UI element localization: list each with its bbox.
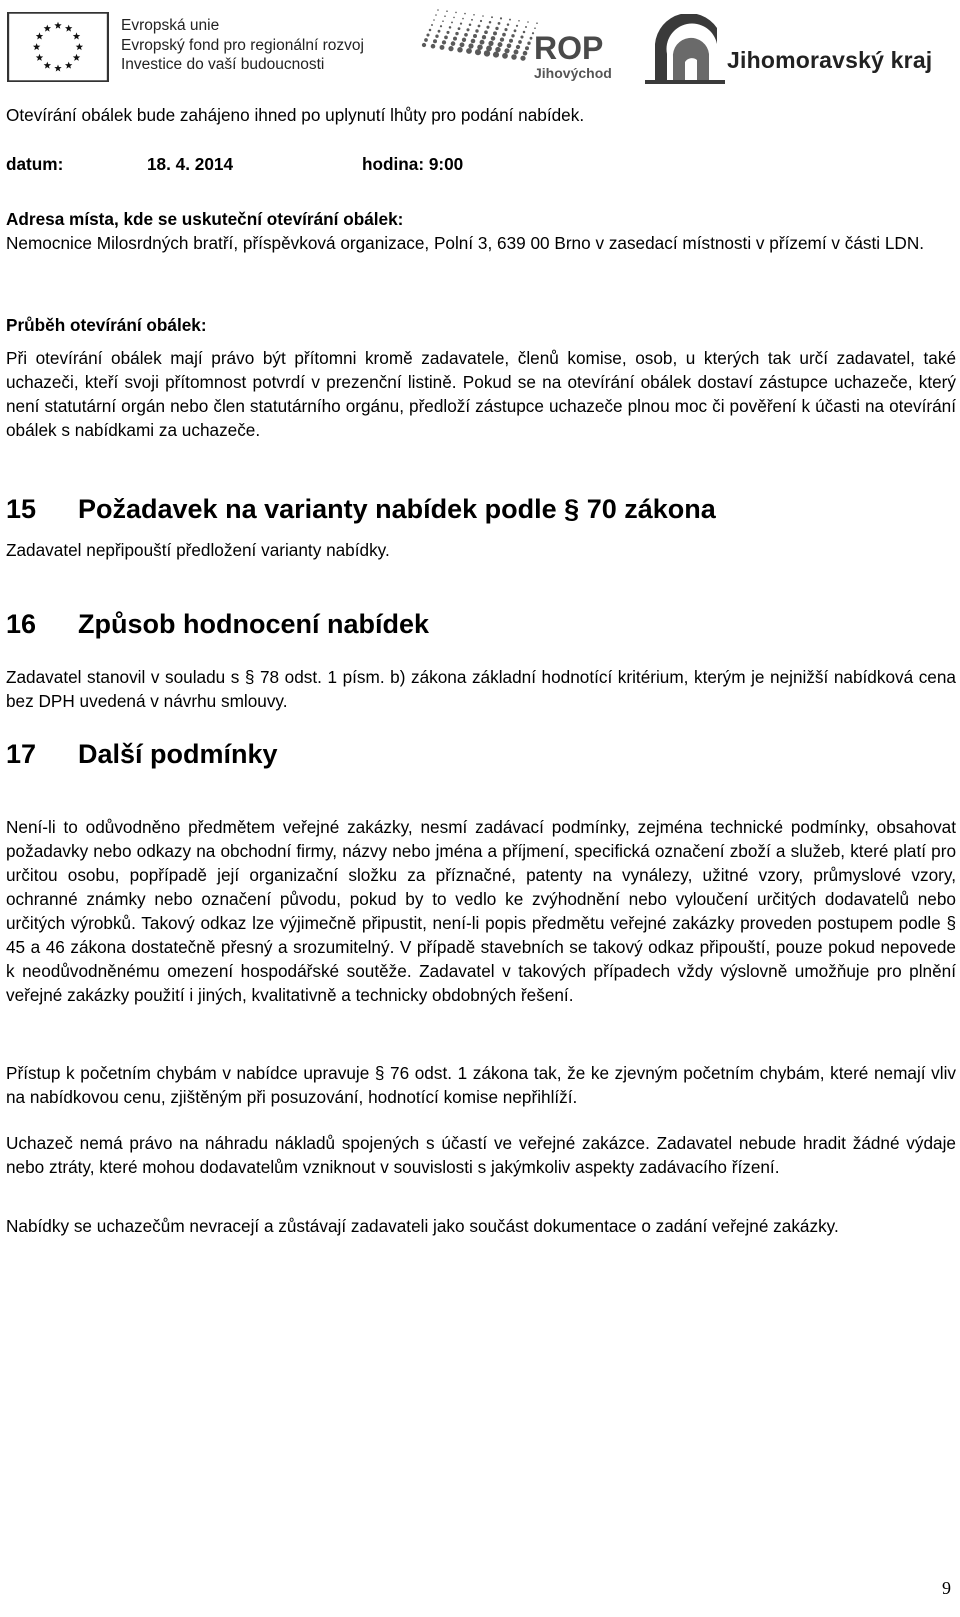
section-17-paragraph-1: Není-li to odůvodněno předmětem veřejné zakázky, nesmí zadávací podmínky, zejména technické podmínky, obsahovat požadavky nebo odkazy na obchodní firmy, názvy nebo jména a příjmení, specifická označení zboží a služeb, které platí pro určitou osobu, popřípadě její organizační složku za příznačné, patenty na vynálezy, užitné vzory, průmyslové vzory, ochranné známky nebo označení původu, pokud by to vedlo ke zvýhodnění nebo vyloučení určitých dodavatelů nebo určitých výrobků. Takový odkaz lze výjimečně připustit, není-li popis předmětu veřejné zakázky proveden postupem podle § 45 a 46 zákona dostatečně přesný a srozumitelný. V případě stavebních se takový odkaz připouští, pouze pokud nepovede k neodůvodněnému omezení hospodářské soutěže. Zadavatel v takových případech vždy výslovně umožňuje pro plnění veřejné zakázky použití i jiných, kvalitativně a technicky obdobných řešení. bbox=[6, 817, 956, 1005]
section-title: Požadavek na varianty nabídek podle § 70 zákona bbox=[78, 494, 716, 524]
rop-dot-icon bbox=[484, 30, 488, 34]
rop-dot-icon bbox=[511, 54, 517, 60]
rop-dot-icon bbox=[451, 21, 453, 23]
rop-dot-icon bbox=[491, 16, 493, 18]
process-label: Průběh otevírání obálek: bbox=[6, 315, 207, 335]
rop-dot-icon bbox=[495, 27, 498, 30]
rop-dot-icon bbox=[514, 50, 519, 55]
section-number: 16 bbox=[6, 609, 37, 639]
rop-dot-icon bbox=[509, 39, 513, 43]
rop-dot-icon bbox=[523, 31, 526, 34]
rop-dot-icon bbox=[480, 40, 485, 45]
rop-dot-icon bbox=[437, 9, 439, 11]
rop-dot-icon bbox=[498, 42, 503, 47]
rop-dot-icon bbox=[486, 26, 489, 29]
rop-dot-icon bbox=[442, 40, 446, 44]
rop-dot-icon bbox=[460, 23, 462, 25]
rop-dot-icon bbox=[448, 46, 453, 51]
rop-dot-icon bbox=[431, 24, 433, 26]
rop-dot-icon bbox=[502, 53, 508, 59]
rop-dot-icon bbox=[468, 43, 473, 48]
rop-dot-icon bbox=[453, 17, 455, 19]
rop-dot-icon bbox=[462, 18, 464, 20]
rop-dot-icon bbox=[469, 24, 472, 27]
rop-dot-icon bbox=[534, 27, 536, 29]
rop-dot-icon bbox=[446, 31, 449, 34]
rop-dot-icon bbox=[504, 48, 509, 53]
rop-dot-icon bbox=[504, 28, 507, 31]
opening-intro: Otevírání obálek bude zahájeno ihned po uplynutí lhůty pro podání nabídek. bbox=[6, 105, 585, 125]
rop-dot-icon bbox=[516, 25, 518, 27]
section-title: Způsob hodnocení nabídek bbox=[78, 609, 429, 639]
rop-dot-icon bbox=[488, 41, 493, 46]
rop-dot-icon bbox=[464, 33, 468, 37]
rop-dot-icon bbox=[429, 29, 432, 32]
rop-dot-icon bbox=[444, 36, 448, 40]
rop-dot-icon bbox=[525, 26, 527, 28]
rop-dot-icon bbox=[475, 49, 481, 55]
section-16-paragraph: Zadavatel stanovil v souladu s § 78 odst. 1 písm. b) zákona základní hodnotící kritérium, kterým je nejnižší nabídková cena bez DPH uvedená v návrhu smlouvy. bbox=[6, 667, 956, 711]
time-label: hodina: 9:00 bbox=[362, 154, 464, 174]
rop-dot-icon bbox=[446, 10, 448, 12]
rop-dot-icon bbox=[516, 45, 520, 49]
rop-dot-icon bbox=[478, 25, 481, 28]
section-heading-15 bbox=[6, 492, 716, 526]
rop-dot-icon bbox=[500, 37, 504, 41]
rop-dot-icon bbox=[440, 45, 445, 50]
rop-logo-name: ROP bbox=[534, 30, 604, 66]
rop-dot-icon bbox=[464, 13, 466, 15]
rop-dot-icon bbox=[462, 38, 466, 42]
address-text: Nemocnice Milosrdných bratří, příspěvková organizace, Polní 3, 639 00 Brno v zasedací místnosti v přízemí v části LDN. bbox=[6, 233, 925, 253]
rop-dot-icon bbox=[514, 29, 517, 32]
page-header bbox=[0, 0, 960, 90]
rop-dot-icon bbox=[440, 25, 442, 27]
address-label: Adresa místa, kde se uskuteční otevírání obálek: bbox=[6, 209, 404, 229]
rop-dot-icon bbox=[493, 52, 499, 58]
rop-dot-icon bbox=[458, 27, 461, 30]
rop-dot-icon bbox=[477, 44, 483, 50]
eu-logo-line: Evropská unie bbox=[121, 17, 220, 34]
rop-dot-icon bbox=[482, 15, 484, 17]
rop-dot-icon bbox=[482, 35, 486, 39]
rop-dot-icon bbox=[500, 17, 502, 19]
rop-dot-icon bbox=[491, 36, 496, 41]
eu-flag-icon bbox=[7, 12, 109, 82]
rop-dot-icon bbox=[523, 51, 528, 56]
rop-dot-icon bbox=[466, 48, 472, 54]
rop-dot-icon bbox=[511, 34, 514, 37]
section-heading-16 bbox=[6, 607, 429, 641]
rop-dot-icon bbox=[453, 37, 457, 41]
rop-dot-icon bbox=[530, 37, 533, 40]
eu-logo-line: Investice do vaší budoucnosti bbox=[121, 56, 325, 73]
rop-dot-icon bbox=[493, 31, 497, 35]
section-heading-17 bbox=[6, 737, 278, 771]
rop-dot-icon bbox=[480, 20, 482, 22]
rop-dot-icon bbox=[520, 35, 523, 38]
rop-dot-icon bbox=[460, 42, 465, 47]
rop-dot-icon bbox=[455, 32, 458, 35]
rop-dot-icon bbox=[527, 21, 529, 23]
rop-dot-icon bbox=[509, 19, 511, 21]
rop-dot-icon bbox=[502, 33, 506, 37]
rop-dot-icon bbox=[444, 15, 446, 17]
rop-dot-icon bbox=[536, 22, 538, 24]
rop-dot-icon bbox=[475, 29, 478, 32]
rop-dot-icon bbox=[442, 20, 444, 22]
eu-logo bbox=[7, 12, 364, 82]
rop-dot-icon bbox=[435, 35, 438, 38]
region-logo-name: Jihomoravský kraj bbox=[727, 47, 933, 73]
rop-dot-icon bbox=[457, 47, 463, 53]
rop-dot-icon bbox=[433, 19, 435, 21]
rop-dot-icon bbox=[431, 44, 436, 49]
section-number: 17 bbox=[6, 739, 37, 769]
rop-logo-subtitle: Jihovýchod bbox=[534, 65, 612, 81]
rop-dot-icon bbox=[466, 28, 469, 31]
section-15-paragraph: Zadavatel nepřipouští předložení varianty nabídky. bbox=[6, 540, 390, 560]
rop-dot-icon bbox=[507, 23, 510, 26]
rop-dot-icon bbox=[471, 19, 473, 21]
rop-dot-icon bbox=[518, 20, 520, 22]
section-17-paragraph-2: Přístup k početním chybám v nabídce upravuje § 76 odst. 1 zákona tak, že ke zjevným početním chybám, které nemají vliv na nabídkovou cenu, zjištěným při posuzování, hodnotící komise nepřihlíží. bbox=[6, 1063, 956, 1107]
rop-dot-icon bbox=[435, 14, 437, 16]
rop-dot-icon bbox=[433, 39, 437, 43]
rop-dot-icon bbox=[455, 12, 457, 14]
rop-dot-icon bbox=[520, 56, 525, 61]
rop-dot-icon bbox=[473, 14, 475, 16]
process-text: Při otevírání obálek mají právo být přítomni kromě zadavatele, členů komise, osob, u kterých tak určí zadavatel, také uchazeči, kteří svoji přítomnost potvrdí v prezenční listině. Pokud se na otevírání obálek dostaví zástupce uchazeče, který není statutární orgán nebo člen statutárního orgánu, předloží zástupce uchazeče plnou moc či pověření k účasti na otevírání obálek s nabídkami za uchazeče. bbox=[6, 348, 956, 440]
rop-dot-icon bbox=[451, 41, 456, 46]
rop-dot-icon bbox=[424, 38, 428, 42]
rop-dot-icon bbox=[489, 21, 492, 24]
rop-dot-icon bbox=[438, 30, 441, 33]
rop-dot-icon bbox=[507, 44, 512, 49]
eu-logo-text bbox=[121, 16, 364, 75]
rop-dot-icon bbox=[422, 43, 426, 47]
page-number: 9 bbox=[942, 1578, 951, 1598]
date-label: datum: bbox=[6, 154, 64, 174]
rop-dot-icon bbox=[495, 47, 501, 53]
rop-dot-icon bbox=[473, 34, 477, 38]
section-17-paragraph-3: Uchazeč nemá právo na náhradu nákladů spojených s účastí ve veřejné zakázce. Zadavatel nebude hradit žádné výdaje nebo ztráty, které mohou dodavatelům vzniknout v souvislosti s jakýmkoliv aspekty zadávacího řízení. bbox=[6, 1133, 956, 1177]
rop-dot-icon bbox=[518, 40, 522, 44]
date-value: 18. 4. 2014 bbox=[147, 154, 234, 174]
rop-dot-icon bbox=[486, 46, 492, 52]
eu-logo-line: Evropský fond pro regionální rozvoj bbox=[121, 36, 364, 54]
rop-dot-icon bbox=[426, 33, 429, 36]
rop-dot-icon bbox=[498, 22, 501, 25]
rop-dot-icon bbox=[527, 42, 530, 45]
rop-dot-icon bbox=[525, 46, 529, 50]
rop-dot-icon bbox=[471, 39, 476, 44]
section-number: 15 bbox=[6, 494, 37, 524]
rop-dot-icon bbox=[449, 26, 452, 29]
section-17-paragraph-4: Nabídky se uchazečům nevracejí a zůstávají zadavateli jako součást dokumentace o zadání veřejné zakázky. bbox=[6, 1216, 839, 1236]
section-title: Další podmínky bbox=[78, 739, 278, 769]
